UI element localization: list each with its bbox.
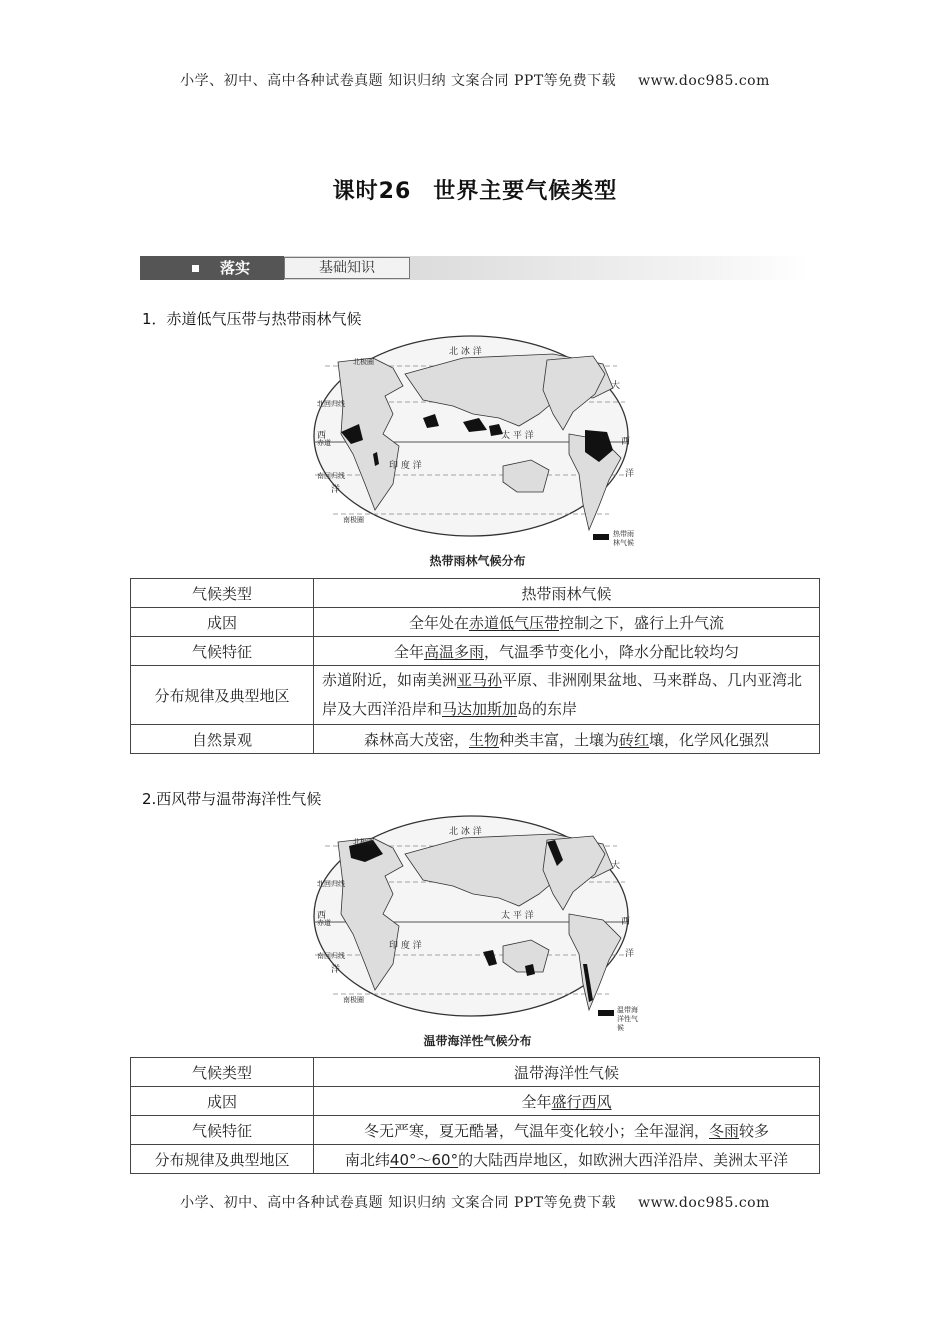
svg-text:北 冰 洋: 北 冰 洋: [449, 347, 482, 357]
table-key: 气候特征: [131, 637, 314, 666]
table-row: [131, 608, 820, 637]
page-header: [0, 70, 950, 90]
banner-tag: 落实: [140, 256, 284, 280]
svg-text:南极圈: 南极圈: [343, 996, 364, 1004]
table-key: 气候类型: [131, 1058, 314, 1087]
table-value: 全年高温多雨，气温季节变化小，降水分配比较均匀: [314, 637, 820, 666]
svg-text:大: 大: [611, 381, 621, 391]
square-bullet-icon: [192, 265, 199, 272]
table-row: [131, 1116, 820, 1145]
map-rainforest: [303, 334, 658, 552]
table-value: 森林高大茂密，生物种类丰富，土壤为砖红壤，化学风化强烈: [314, 725, 820, 754]
lesson-number: 课时26: [332, 179, 412, 204]
svg-text:洋: 洋: [331, 965, 341, 975]
table-key: 分布规律及典型地区: [131, 1145, 314, 1174]
table-key: 成因: [131, 1087, 314, 1116]
table-row: [131, 725, 820, 754]
table-row: [131, 1087, 820, 1116]
table-value: 冬无严寒，夏无酷暑，气温年变化较小；全年湿润，冬雨较多: [314, 1116, 820, 1145]
climate-table-rainforest: [130, 578, 820, 754]
table-row: [131, 579, 820, 608]
svg-text:大: 大: [611, 861, 621, 871]
table-row: [131, 666, 820, 725]
header-text: 小学、初中、高中各种试卷真题 知识归纳 文案合同 PPT等免费下载: [180, 73, 617, 89]
svg-text:南回归线: 南回归线: [317, 472, 345, 480]
banner-label: 基础知识: [284, 257, 410, 279]
table-key: 自然景观: [131, 725, 314, 754]
svg-text:西: 西: [317, 911, 327, 921]
svg-text:印 度 洋: 印 度 洋: [389, 941, 422, 951]
table-value: 南北纬40°～60°的大陆西岸地区，如欧洲大西洋沿岸、美洲太平洋: [314, 1145, 820, 1174]
world-map-icon: [303, 334, 658, 552]
page-title: [0, 174, 950, 205]
footer-text: 小学、初中、高中各种试卷真题 知识归纳 文案合同 PPT等免费下载: [180, 1195, 617, 1211]
svg-text:北回归线: 北回归线: [317, 880, 345, 888]
climate-table-maritime: [130, 1057, 820, 1174]
table-row: [131, 637, 820, 666]
table-key: 分布规律及典型地区: [131, 666, 314, 725]
svg-text:印 度 洋: 印 度 洋: [389, 461, 422, 471]
svg-text:洋性气: 洋性气: [617, 1015, 638, 1023]
svg-text:太 平 洋: 太 平 洋: [501, 431, 534, 441]
world-map-icon: [303, 814, 658, 1032]
lesson-topic: 世界主要气候类型: [433, 179, 618, 204]
svg-text:太 平 洋: 太 平 洋: [501, 911, 534, 921]
map-maritime: [303, 814, 658, 1032]
svg-text:北极圈: 北极圈: [353, 358, 374, 366]
table-key: 气候类型: [131, 579, 314, 608]
svg-text:洋: 洋: [331, 485, 341, 495]
table-key: 成因: [131, 608, 314, 637]
table-value: 热带雨林气候: [314, 579, 820, 608]
map-caption: 温带海洋性气候分布: [423, 1034, 532, 1048]
page-footer: [0, 1192, 950, 1212]
svg-text:西: 西: [621, 437, 631, 447]
svg-text:热带雨: 热带雨: [613, 530, 634, 538]
svg-text:南回归线: 南回归线: [317, 952, 345, 960]
table-row: [131, 1058, 820, 1087]
svg-text:洋: 洋: [625, 949, 635, 959]
table-value: 赤道附近，如南美洲亚马孙平原、非洲刚果盆地、马来群岛、几内亚湾北岸及大西洋沿岸和马达加斯加岛的东岸: [314, 666, 820, 725]
table-value: 全年处在赤道低气压带控制之下，盛行上升气流: [314, 608, 820, 637]
section-banner: [140, 256, 810, 280]
table-key: 气候特征: [131, 1116, 314, 1145]
svg-text:赤道: 赤道: [317, 919, 331, 927]
svg-text:西: 西: [317, 431, 327, 441]
svg-text:候: 候: [617, 1024, 624, 1032]
svg-text:西: 西: [621, 917, 631, 927]
svg-text:洋: 洋: [625, 469, 635, 479]
section2-heading: 2.西风带与温带海洋性气候: [142, 790, 322, 808]
table-value: 全年盛行西风: [314, 1087, 820, 1116]
header-site[interactable]: www.doc985.com: [638, 73, 770, 89]
svg-text:林气候: 林气候: [613, 539, 634, 547]
map-caption: 热带雨林气候分布: [429, 554, 526, 568]
table-value: 温带海洋性气候: [314, 1058, 820, 1087]
footer-site[interactable]: www.doc985.com: [638, 1195, 770, 1211]
section1-heading: 1．赤道低气压带与热带雨林气候: [142, 310, 362, 328]
svg-text:北极圈: 北极圈: [353, 838, 374, 846]
table-row: [131, 1145, 820, 1174]
svg-text:赤道: 赤道: [317, 439, 331, 447]
svg-text:温带海: 温带海: [617, 1006, 638, 1014]
svg-text:北回归线: 北回归线: [317, 400, 345, 408]
svg-text:南极圈: 南极圈: [343, 516, 364, 524]
svg-text:北 冰 洋: 北 冰 洋: [449, 827, 482, 837]
